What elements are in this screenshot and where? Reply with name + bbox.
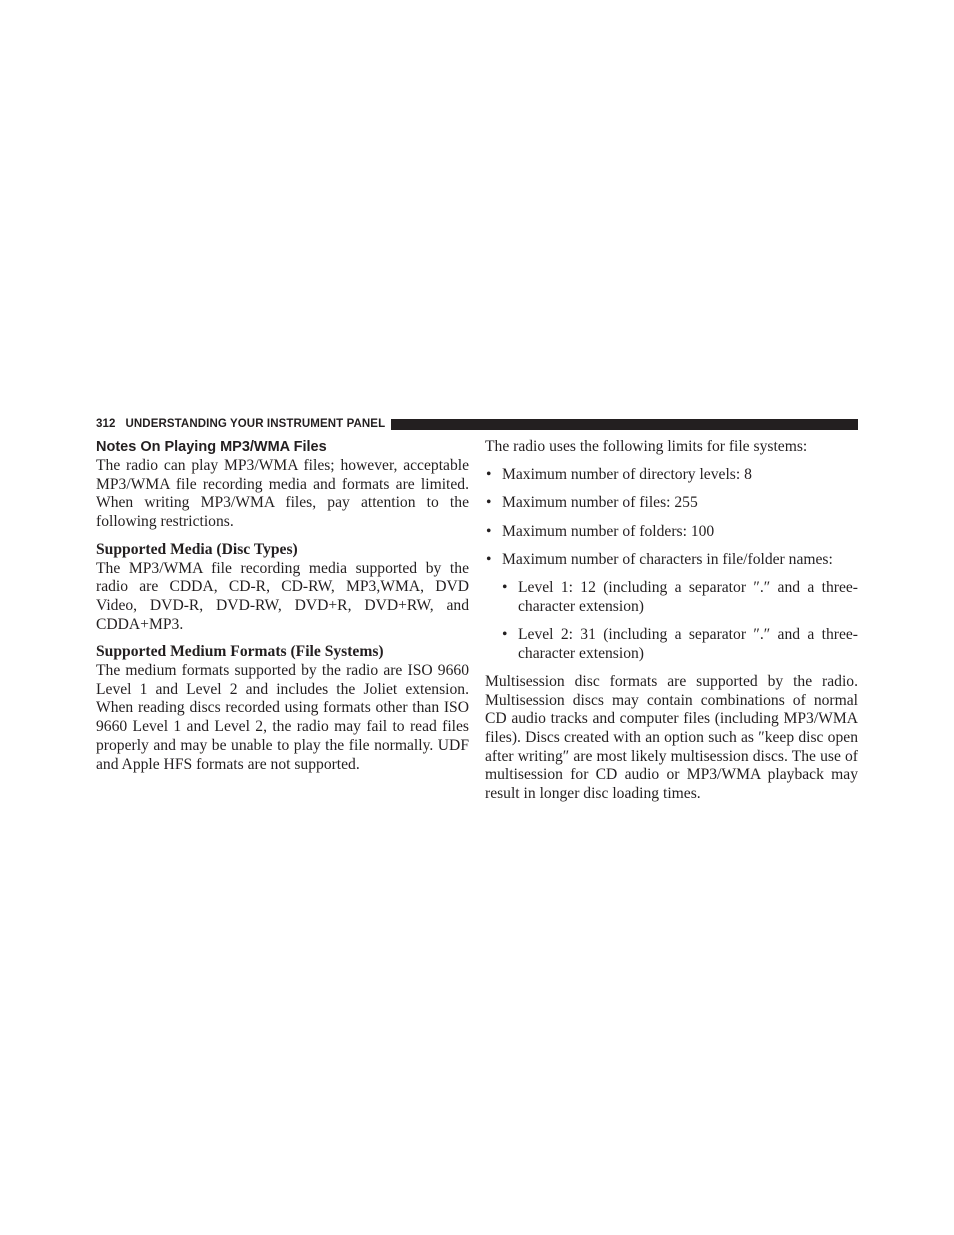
heading-supported-formats: Supported Medium Formats (File Systems)	[96, 643, 384, 661]
supported-formats-paragraph: The medium formats supported by the radio are ISO 9660 Level 1 and Level 2 and includes the Joliet extension. When reading discs recorded using formats other than ISO 9660 Level 1 and Level 2, the radio may fail to read files properly and may be unable to play the file normally. UDF and Apple HFS formats are not supported.	[96, 662, 469, 773]
heading-supported-media: Supported Media (Disc Types)	[96, 540, 298, 558]
header-rule	[391, 419, 858, 430]
left-column	[96, 438, 469, 783]
supported-media-paragraph: The MP3/WMA file recording media supported by the radio are CDDA, CD-R, CD-RW, MP3,WMA, DVD Video, DVD-R, DVD-RW, DVD+R, DVD+RW, and CDDA+MP3.	[96, 559, 469, 633]
sub-item-level-1: • Level 1: 12 (including a separator ″.″ and a three-character extension)	[502, 579, 858, 616]
page-header	[96, 417, 858, 431]
limit-item-characters-label: Maximum number of characters in file/folder names:	[502, 550, 833, 568]
limit-item-files: • Maximum number of files: 255	[485, 494, 858, 513]
limits-intro: The radio uses the following limits for file systems:	[485, 438, 808, 455]
sub-item-level-2: • Level 2: 31 (including a separator ″.″ and a three-character extension)	[502, 626, 858, 663]
character-limits-sublist	[502, 579, 858, 663]
section-title: UNDERSTANDING YOUR INSTRUMENT PANEL	[125, 418, 386, 430]
page-number: 312	[96, 418, 116, 430]
multisession-paragraph: Multisession disc formats are supported by the radio. Multisession discs may contain combinations of normal CD audio tracks and computer files (including MP3/WMA files). Discs created with an option such as ″keep disc open after writing″ are most likely multisession discs. The use of multisession for CD audio or MP3/WMA playback may result in longer disc loading times.	[485, 672, 858, 803]
heading-mp3-notes: Notes On Playing MP3/WMA Files	[96, 439, 327, 455]
limit-item-directory-levels: • Maximum number of directory levels: 8	[485, 466, 858, 485]
intro-paragraph: The radio can play MP3/WMA files; however, acceptable MP3/WMA file recording media and formats are limited. When writing MP3/WMA files, pay attention to the following restrictions.	[96, 457, 469, 531]
limit-item-folders: • Maximum number of folders: 100	[485, 523, 858, 542]
limit-item-characters	[485, 551, 858, 664]
limits-list	[485, 466, 858, 663]
right-column	[485, 438, 858, 813]
